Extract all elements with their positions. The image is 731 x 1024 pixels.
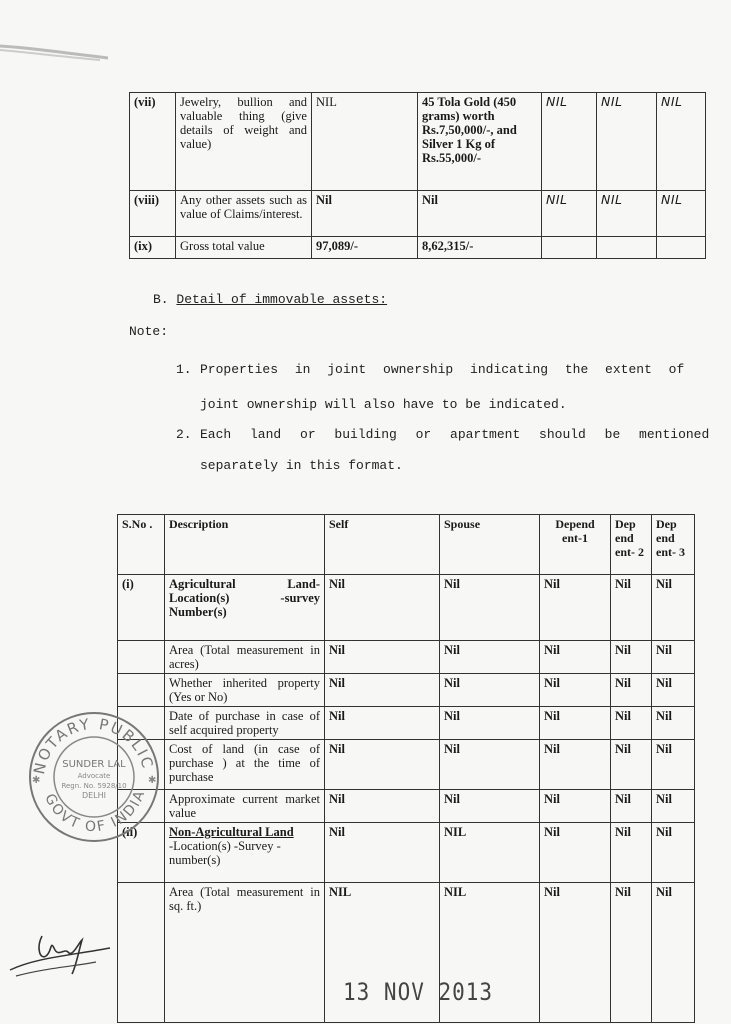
dependent1-cell: Nil bbox=[540, 674, 611, 707]
notary-stamp bbox=[24, 707, 164, 847]
dependent2-cell: Nil bbox=[611, 740, 652, 790]
description-cell: Agricultural Land- Location(s) -survey Number(s) bbox=[165, 575, 325, 641]
dependent1-cell: NIL bbox=[542, 93, 597, 191]
table-row bbox=[118, 823, 695, 883]
self-cell: Nil bbox=[325, 575, 440, 641]
note-line-continued: joint ownership will also have to be indicated. bbox=[200, 397, 567, 412]
stamp-city: DELHI bbox=[81, 791, 107, 800]
header-sno: S.No . bbox=[118, 515, 165, 575]
dependent1-cell: Nil bbox=[540, 707, 611, 740]
description-cell: Whether inherited property (Yes or No) bbox=[165, 674, 325, 707]
dependent3-cell: NIL bbox=[657, 93, 706, 191]
spouse-cell: Nil bbox=[440, 575, 540, 641]
table-row bbox=[118, 674, 695, 707]
description-details: -Location(s) -Survey -number(s) bbox=[169, 839, 281, 867]
table-row bbox=[130, 237, 706, 259]
self-cell: Nil bbox=[325, 823, 440, 883]
header-dependent1: Depend ent-1 bbox=[540, 515, 611, 575]
header-self: Self bbox=[325, 515, 440, 575]
self-cell: Nil bbox=[325, 641, 440, 674]
date-stamp: 13 NOV 2013 bbox=[343, 978, 494, 1006]
self-cell: Nil bbox=[325, 707, 440, 740]
description-cell: Any other assets such as value of Claims/interest. bbox=[176, 191, 312, 237]
dependent2-cell: Nil bbox=[611, 575, 652, 641]
self-cell: NIL bbox=[325, 883, 440, 1023]
table-row bbox=[118, 641, 695, 674]
dependent1-cell: Nil bbox=[540, 823, 611, 883]
section-prefix: B. bbox=[153, 292, 169, 307]
sno-cell: (ix) bbox=[130, 237, 176, 259]
stamp-role: Advocate bbox=[77, 772, 111, 780]
table-row bbox=[130, 191, 706, 237]
dependent2-cell: Nil bbox=[611, 641, 652, 674]
spouse-cell: Nil bbox=[440, 674, 540, 707]
dependent3-cell: Nil bbox=[652, 641, 695, 674]
sno-cell: (i) bbox=[118, 575, 165, 641]
spouse-cell: Nil bbox=[440, 740, 540, 790]
non-agricultural-title: Non-Agricultural Land bbox=[169, 825, 294, 839]
dependent3-cell: Nil bbox=[652, 883, 695, 1023]
dependent2-cell: NIL bbox=[597, 93, 657, 191]
note-number: 1. bbox=[176, 362, 192, 377]
spouse-cell: Nil bbox=[440, 707, 540, 740]
note-item-2 bbox=[176, 427, 711, 442]
movable-assets-table bbox=[129, 92, 706, 259]
description-cell: Date of purchase in case of self acquired property bbox=[165, 707, 325, 740]
description-cell bbox=[165, 823, 325, 883]
note-number: 2. bbox=[176, 427, 192, 442]
section-b-heading bbox=[153, 292, 387, 307]
stamp-bottom-text: GOVT OF INDIA bbox=[41, 787, 149, 836]
dependent3-cell: NIL bbox=[657, 191, 706, 237]
star-icon: ✱ bbox=[148, 775, 157, 786]
star-icon: ✱ bbox=[32, 775, 41, 786]
stamp-top-text: NOTARY PUBLIC bbox=[30, 714, 158, 776]
header-dependent3: Dep end ent- 3 bbox=[652, 515, 695, 575]
paper-edge-mark bbox=[0, 38, 110, 62]
dependent2-cell bbox=[597, 237, 657, 259]
description-cell: Area (Total measurement in acres) bbox=[165, 641, 325, 674]
dependent1-cell bbox=[542, 237, 597, 259]
note-item-1 bbox=[176, 362, 711, 377]
spouse-cell: NIL bbox=[440, 883, 540, 1023]
dependent3-cell: Nil bbox=[652, 790, 695, 823]
dependent3-cell: Nil bbox=[652, 823, 695, 883]
signature-icon bbox=[6, 918, 116, 988]
description-cell: Gross total value bbox=[176, 237, 312, 259]
spouse-cell: 45 Tola Gold (450 grams) worth Rs.7,50,000/-, and Silver 1 Kg of Rs.55,000/- bbox=[418, 93, 542, 191]
sno-cell bbox=[118, 641, 165, 674]
sno-cell: (vii) bbox=[130, 93, 176, 191]
dependent1-cell: Nil bbox=[540, 641, 611, 674]
description-cell: Approximate current market value bbox=[165, 790, 325, 823]
description-cell: Cost of land (in case of purchase ) at the time of purchase bbox=[165, 740, 325, 790]
dependent2-cell: Nil bbox=[611, 674, 652, 707]
dependent3-cell: Nil bbox=[652, 740, 695, 790]
table-row bbox=[118, 790, 695, 823]
sno-cell bbox=[118, 674, 165, 707]
dependent1-cell: Nil bbox=[540, 883, 611, 1023]
dependent2-cell: Nil bbox=[611, 823, 652, 883]
dependent3-cell bbox=[657, 237, 706, 259]
header-spouse: Spouse bbox=[440, 515, 540, 575]
sno-cell bbox=[118, 883, 165, 1023]
self-cell: 97,089/- bbox=[312, 237, 418, 259]
immovable-assets-table bbox=[117, 514, 695, 1023]
stamp-regn: Regn. No. 5928/10 bbox=[61, 782, 127, 790]
dependent2-cell: Nil bbox=[611, 883, 652, 1023]
stamp-name: SUNDER LAL bbox=[62, 759, 126, 770]
dependent1-cell: Nil bbox=[540, 575, 611, 641]
note-label: Note: bbox=[129, 324, 169, 339]
dependent1-cell: Nil bbox=[540, 790, 611, 823]
header-row bbox=[118, 515, 695, 575]
dependent1-cell: Nil bbox=[540, 740, 611, 790]
self-cell: Nil bbox=[312, 191, 418, 237]
table-row bbox=[118, 740, 695, 790]
table-row bbox=[118, 575, 695, 641]
dependent2-cell: Nil bbox=[611, 790, 652, 823]
table-row bbox=[130, 93, 706, 191]
description-cell: Area (Total measurement in sq. ft.) bbox=[165, 883, 325, 1023]
spouse-cell: NIL bbox=[440, 823, 540, 883]
sno-cell: (ii) bbox=[118, 823, 165, 883]
dependent3-cell: Nil bbox=[652, 674, 695, 707]
spouse-cell: 8,62,315/- bbox=[418, 237, 542, 259]
spouse-cell: Nil bbox=[418, 191, 542, 237]
table-row bbox=[118, 707, 695, 740]
spouse-cell: Nil bbox=[440, 790, 540, 823]
note-line-continued: separately in this format. bbox=[200, 458, 403, 473]
note-line: Properties in joint ownership indicating the extent of bbox=[200, 362, 685, 377]
self-cell: Nil bbox=[325, 740, 440, 790]
header-dependent2: Dep end ent- 2 bbox=[611, 515, 652, 575]
sno-cell: (viii) bbox=[130, 191, 176, 237]
dependent3-cell: Nil bbox=[652, 575, 695, 641]
self-cell: Nil bbox=[325, 790, 440, 823]
section-title: Detail of immovable assets: bbox=[176, 292, 388, 307]
description-cell: Jewelry, bullion and valuable thing (give details of weight and value) bbox=[176, 93, 312, 191]
spouse-cell: Nil bbox=[440, 641, 540, 674]
self-cell: NIL bbox=[312, 93, 418, 191]
self-cell: Nil bbox=[325, 674, 440, 707]
note-line: Each land or building or apartment should be mentioned bbox=[200, 427, 710, 442]
header-description: Description bbox=[165, 515, 325, 575]
dependent2-cell: NIL bbox=[597, 191, 657, 237]
dependent2-cell: Nil bbox=[611, 707, 652, 740]
dependent1-cell: NIL bbox=[542, 191, 597, 237]
dependent3-cell: Nil bbox=[652, 707, 695, 740]
